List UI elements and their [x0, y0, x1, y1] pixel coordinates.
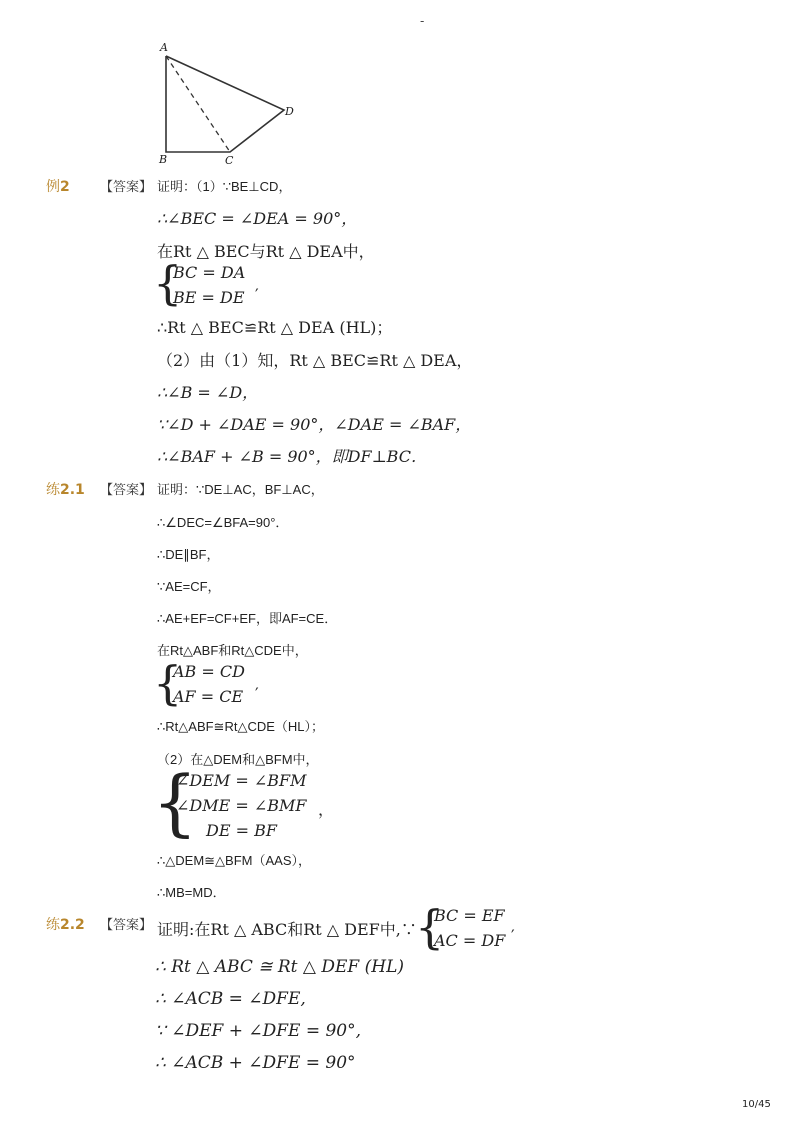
- practice22-line-4: ∴ ∠ACB + ∠DFE = 90°: [155, 1053, 356, 1073]
- practice21-system1-suffix: ′: [255, 684, 259, 703]
- practice21-system2-row-2: ∠DME = ∠BMF: [176, 796, 307, 815]
- practice21-system1-brace: {: [153, 656, 183, 710]
- practice21-system2-suffix: ，: [318, 800, 335, 819]
- example2-line-5: （2）由（1）知，Rt △ BEC≌Rt △ DEA，: [157, 351, 473, 370]
- practice21-answer-tag: 【答案】: [100, 483, 153, 498]
- practice22-line-1: ∴ Rt △ ABC ≅ Rt △ DEF (HL): [155, 957, 405, 977]
- practice21-line-3: ∴DE∥BF，: [157, 547, 220, 562]
- practice22-system-brace: {: [415, 900, 445, 954]
- example2-line-6: ∴∠B = ∠D，: [157, 383, 259, 402]
- example2-line-7: ∵∠D + ∠DAE = 90°，∠DAE = ∠BAF，: [157, 415, 472, 434]
- practice21-line-4: ∵AE=CF，: [157, 579, 221, 594]
- vertex-label-d: D: [285, 105, 294, 118]
- example2-answer-tag: 【答案】: [100, 180, 153, 195]
- practice21-line-10: ∴MB=MD．: [157, 885, 226, 900]
- practice21-line-7: ∴Rt△ABF≅Rt△CDE（HL）；: [157, 719, 325, 734]
- practice21-line-6: 在Rt△ABF和Rt△CDE中，: [157, 643, 308, 658]
- quadrilateral-diagram: [150, 38, 310, 168]
- example2-line-4: ∴Rt △ BEC≌Rt △ DEA (HL)；: [157, 318, 393, 337]
- practice21-line-2: ∴∠DEC=∠BFA=90°．: [157, 515, 289, 530]
- vertex-label-a: A: [160, 41, 168, 54]
- vertex-label-c: C: [225, 154, 234, 167]
- example2-line-1: 证明：（1）∵BE⊥CD，: [157, 179, 292, 194]
- example2-line-2: ∴∠BEC = ∠DEA = 90°，: [157, 209, 358, 228]
- practice21-line-8: （2）在△DEM和△BFM中，: [157, 752, 319, 767]
- vertex-label-b: B: [159, 153, 168, 166]
- practice22-system-suffix: ′: [511, 926, 515, 945]
- practice22-intro: 证明:在Rt △ ABC和Rt △ DEF中,∵: [157, 920, 417, 939]
- practice21-system2-row-1: ∠DEM = ∠BFM: [176, 771, 307, 790]
- practice21-line-9: ∴△DEM≅△BFM（AAS），: [157, 853, 312, 868]
- practice22-answer-tag: 【答案】: [100, 918, 153, 933]
- figure-outline: [166, 56, 284, 152]
- example2-system-row-2: BE = DE: [173, 288, 245, 307]
- practice21-system1-row-1: AB = CD: [173, 662, 245, 681]
- example2-system-row-1: BC = DA: [173, 263, 246, 282]
- practice21-system2-brace: {: [152, 760, 198, 844]
- example2-line-3: 在Rt △ BEC与Rt △ DEA中，: [157, 242, 375, 261]
- practice22-line-2: ∴ ∠ACB = ∠DFE,: [155, 989, 306, 1009]
- practice22-line-3: ∵ ∠DEF + ∠DFE = 90°,: [155, 1021, 362, 1041]
- practice22-system-row-2: AC = DF: [434, 931, 506, 950]
- practice22-label: 练2.2: [46, 917, 85, 933]
- geometry-figure: [150, 38, 310, 172]
- practice21-system2-row-3: DE = BF: [206, 821, 277, 840]
- practice21-system1-row-2: AF = CE: [173, 687, 244, 706]
- practice21-label: 练2.1: [46, 482, 85, 498]
- example2-system-brace: {: [153, 256, 183, 310]
- example2-label: 例2: [46, 179, 70, 195]
- example2-system-suffix: ′: [255, 285, 259, 304]
- practice21-line-1: 证明：∵DE⊥AC，BF⊥AC，: [157, 482, 324, 497]
- header-mark: -: [420, 14, 425, 28]
- page-number: 10/45: [742, 1099, 771, 1110]
- practice21-line-5: ∴AE+EF=CF+EF，即AF=CE．: [157, 611, 338, 626]
- practice22-system-row-1: BC = EF: [434, 906, 505, 925]
- example2-line-8: ∴∠BAF + ∠B = 90°，即DF⊥BC．: [157, 447, 427, 466]
